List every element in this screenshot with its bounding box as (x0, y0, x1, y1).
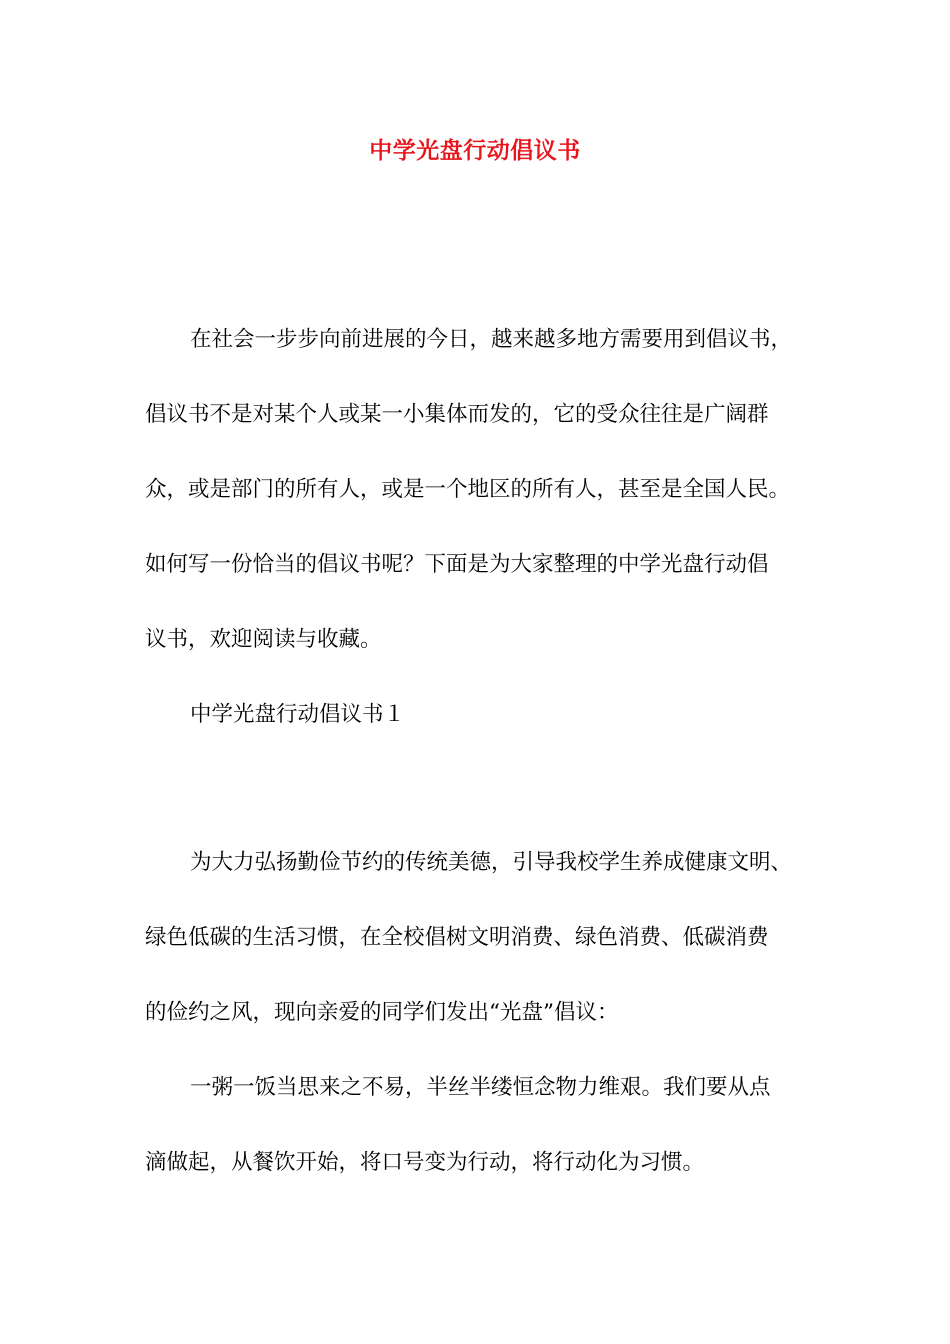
paragraph-line: 众，或是部门的所有人，或是一个地区的所有人，甚至是全国人民。 (145, 477, 791, 502)
paragraph-line: 绿色低碳的生活习惯，在全校倡树文明消费、绿色消费、低碳消费 (145, 925, 769, 950)
paragraph-line: 在社会一步步向前进展的今日，越来越多地方需要用到倡议书， (190, 327, 793, 352)
paragraph-line: 倡议书不是对某个人或某一小集体而发的，它的受众往往是广阔群 (145, 402, 769, 427)
document-title: 中学光盘行动倡议书 (369, 138, 581, 164)
paragraph-line: 议书，欢迎阅读与收藏。 (145, 627, 382, 652)
paragraph-line: 的俭约之风，现向亲爱的同学们发出“光盘”倡议： (145, 1000, 619, 1025)
paragraph-line: 一粥一饭当思来之不易，半丝半缕恒念物力维艰。我们要从点 (190, 1075, 771, 1100)
paragraph-line: 滴做起，从餐饮开始，将口号变为行动，将行动化为习惯。 (145, 1150, 705, 1175)
paragraph-line: 如何写一份恰当的倡议书呢？下面是为大家整理的中学光盘行动倡 (145, 552, 769, 577)
paragraph-line: 为大力弘扬勤俭节约的传统美德，引导我校学生养成健康文明、 (190, 850, 793, 875)
section-heading-text: 中学光盘行动倡议书１ (190, 702, 406, 727)
